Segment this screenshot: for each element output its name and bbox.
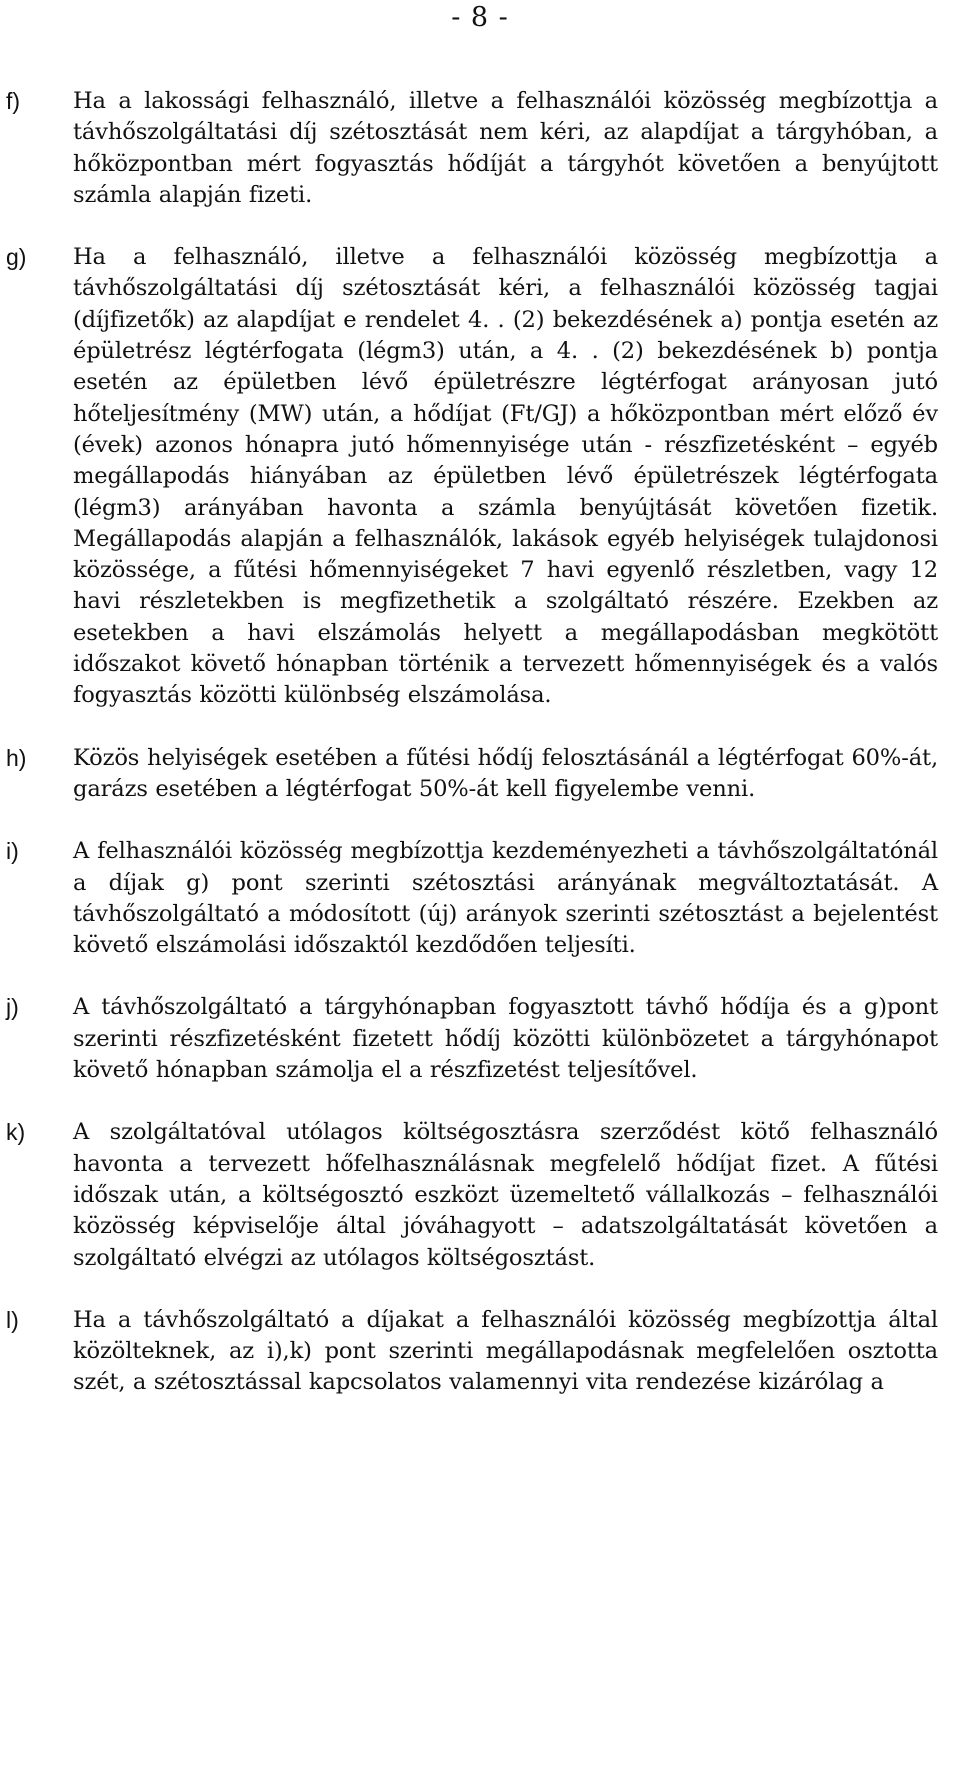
list-item-g: [0, 242, 960, 711]
list-item-l: [0, 1305, 960, 1399]
item-text: A felhasználói közösség megbízottja kezdeményezheti a távhőszolgáltatónál a díjak g) pont szerinti szétosztási arányának megváltoztatását. A távhőszolgáltató a módosított (új) arányok szerinti szétosztást a bejelentést követő elszámolási időszaktól kezdődően teljesíti.: [73, 838, 938, 959]
list-item-h: [0, 743, 960, 806]
document-body: [0, 86, 960, 1430]
item-text: Közös helyiségek esetében a fűtési hődíj felosztásánál a légtérfogat 60%-át, garázs esetében a légtérfogat 50%-át kell figyelembe venni.: [73, 744, 938, 802]
item-text: A távhőszolgáltató a tárgyhónapban fogyasztott távhő hődíja és a g)pont szerinti részfizetésként fizetett hődíj közötti különbözetet a tárgyhónapot követő hónapban számolja el a részfizetést teljesítővel.: [73, 994, 938, 1084]
item-letter: j): [6, 994, 19, 1021]
item-text: Ha a lakossági felhasználó, illetve a felhasználói közösség megbízottja a távhőszolgáltatási díj szétosztását nem kéri, az alapdíjat a tárgyhóban, a hőközpontban mért fogyasztás hődíját a tárgyhót követően a benyújtott számla alapján fizeti.: [73, 88, 938, 208]
list-item-f: [0, 86, 960, 211]
item-letter: f): [6, 88, 21, 114]
item-letter: g): [6, 244, 27, 271]
item-text: Ha a távhőszolgáltató a díjakat a felhasználói közösség megbízottja által közölteknek, az i),k) pont szerinti megállapodásnak megfelelően osztotta szét, a szétosztással kapcsolatos valamennyi vita rendezése kizárólag a: [73, 1306, 938, 1396]
list-item-j: [0, 992, 960, 1086]
page-number: - 8 -: [451, 2, 509, 33]
item-letter: h): [6, 744, 27, 771]
list-item-i: [0, 836, 960, 961]
item-letter: l): [6, 1306, 19, 1333]
list-item-k: [0, 1117, 960, 1273]
item-letter: k): [6, 1119, 26, 1146]
item-letter: i): [6, 838, 19, 865]
item-text: Ha a felhasználó, illetve a felhasználói közösség megbízottja a távhőszolgáltatási díj szétosztását kéri, a felhasználói közösség tagjai (díjfizetők) az alapdíjat e rendelet 4. . (2) bekezdésének a) pontja esetén az épületrész légtérfogata (légm3) után, a 4. . (2) bekezdésének b) pontja esetén az épületben lévő épületrészre légtérfogat arányosan jutó hőteljesítmény (MW) után, a hődíjat (Ft/GJ) a hőközpontban mért előző év (évek) azonos hónapra jutó hőmennyisége után - részfizetésként – egyéb megállapodás hiányában az épületben lévő épületrészek légtérfogata (légm3) arányában havonta a számla benyújtását követően fizetik. Megállapodás alapján a felhasználók, lakások egyéb helyiségek tulajdonosi közössége, a fűtési hőmennyiségeket 7 havi egyenlő részletben, vagy 12 havi részletekben is megfizethetik a szolgáltató részére. Ezekben az esetekben a havi elszámolás helyett a megállapodásban megkötött időszakot követő hónapban történik a tervezett hőmennyiségek és a valós fogyasztás közötti különbség elszámolása.: [73, 244, 938, 709]
item-text: A szolgáltatóval utólagos költségosztásra szerződést kötő felhasználó havonta a tervezett hőfelhasználásnak megfelelő hődíjat fizet. A fűtési időszak után, a költségosztó eszközt üzemeltető vállalkozás – felhasználói közösség képviselője által jóváhagyott – adatszolgáltatását követően a szolgáltató elvégzi az utólagos költségosztást.: [73, 1119, 938, 1271]
